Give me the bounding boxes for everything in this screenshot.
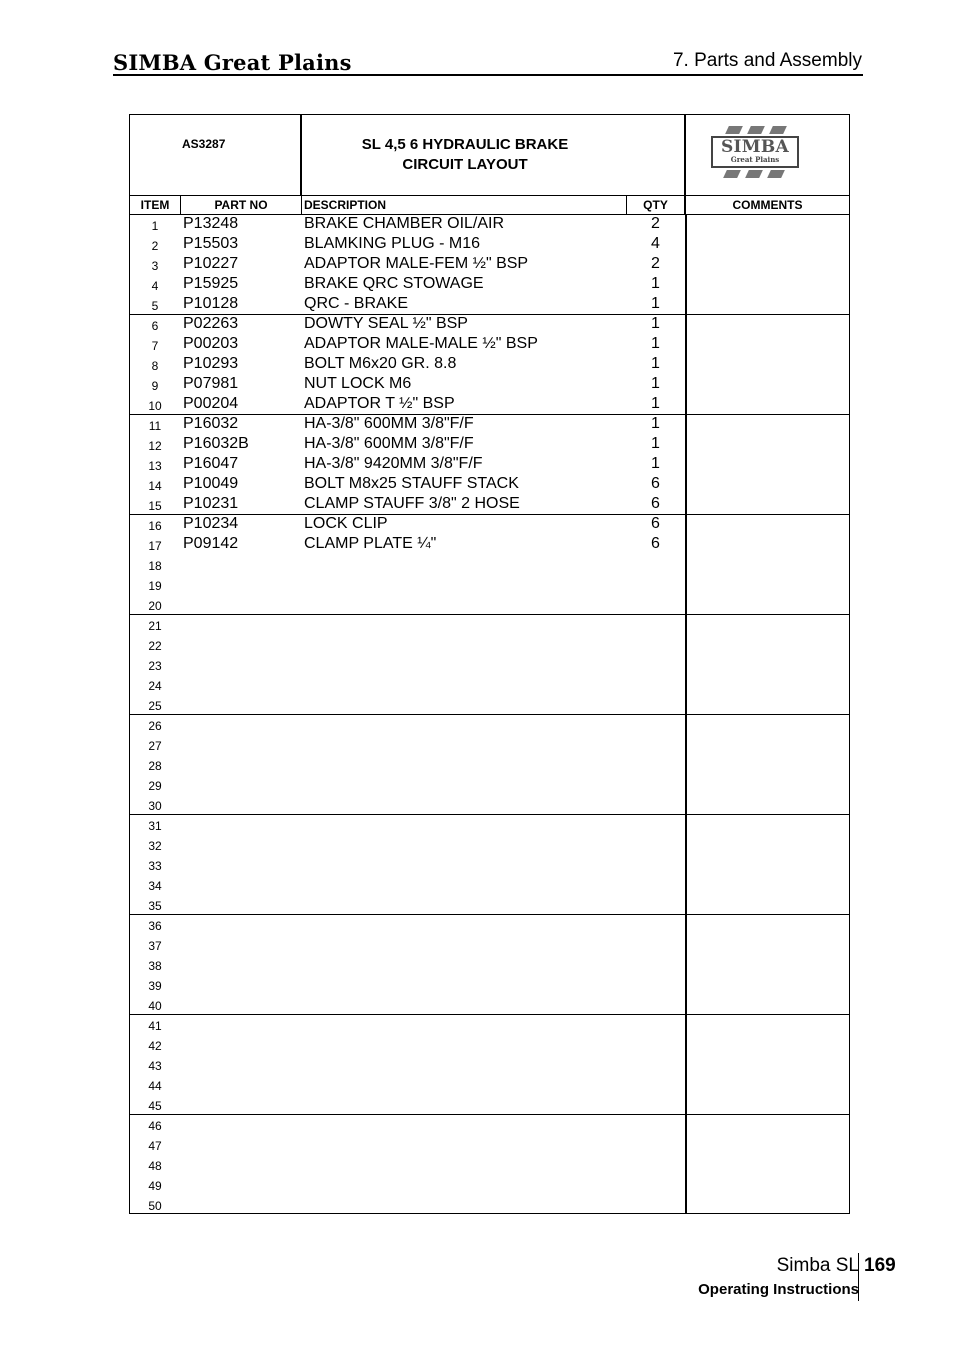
part-description: HA-3/8" 600MM 3/8"F/F — [304, 415, 474, 432]
part-number: P10231 — [183, 495, 239, 512]
part-number: P10049 — [183, 475, 239, 492]
item-number: 14 — [148, 479, 162, 493]
item-number: 3 — [151, 259, 159, 273]
item-number: 2 — [151, 239, 159, 253]
table-row — [130, 414, 849, 435]
item-number: 40 — [148, 999, 162, 1013]
table-row — [130, 455, 849, 475]
table-row — [130, 675, 849, 695]
sheet-title-line1: SL 4,5 6 HYDRAULIC BRAKE — [361, 136, 569, 153]
table-row — [130, 435, 849, 455]
item-number: 30 — [148, 799, 162, 813]
col-description: DESCRIPTION — [302, 195, 627, 214]
part-description: ADAPTOR MALE-FEM ½" BSP — [304, 255, 529, 272]
item-number: 43 — [148, 1059, 162, 1073]
table-row — [130, 775, 849, 795]
table-row — [130, 215, 849, 235]
col-comments: COMMENTS — [732, 198, 803, 212]
footer-doc: Operating Instructions — [698, 1281, 859, 1298]
item-number: 47 — [148, 1139, 162, 1153]
item-number: 10 — [148, 399, 162, 413]
table-row — [130, 755, 849, 775]
part-qty: 1 — [651, 415, 660, 432]
part-description: ADAPTOR MALE-MALE ½" BSP — [304, 335, 538, 352]
part-description: BRAKE CHAMBER OIL/AIR — [304, 215, 505, 232]
part-qty: 6 — [651, 535, 660, 552]
item-number: 26 — [148, 719, 162, 733]
item-number: 50 — [148, 1199, 162, 1213]
part-description: BOLT M8x25 STAUFF STACK — [304, 475, 519, 492]
item-number: 9 — [151, 379, 159, 393]
col-part-no: PART NO — [181, 195, 302, 214]
part-description: CLAMP STAUFF 3/8" 2 HOSE — [304, 495, 520, 512]
item-number: 28 — [148, 759, 162, 773]
simba-logo — [709, 124, 803, 180]
part-qty: 2 — [651, 255, 660, 272]
item-number: 42 — [148, 1039, 162, 1053]
table-row — [130, 955, 849, 975]
item-number: 35 — [148, 899, 162, 913]
part-number: P15925 — [183, 275, 239, 292]
item-number: 1 — [151, 219, 159, 233]
sheet-title-line2: CIRCUIT LAYOUT — [402, 156, 528, 173]
item-number: 41 — [148, 1019, 162, 1033]
item-number: 8 — [151, 359, 159, 373]
part-number: P07981 — [183, 375, 239, 392]
table-row — [130, 375, 849, 395]
item-number: 39 — [148, 979, 162, 993]
sheet-title — [302, 135, 628, 175]
part-qty: 4 — [651, 235, 660, 252]
item-number: 16 — [148, 519, 162, 533]
part-number: P15503 — [183, 235, 239, 252]
table-row — [130, 795, 849, 815]
table-row — [130, 555, 849, 575]
item-number: 46 — [148, 1119, 162, 1133]
item-number: 44 — [148, 1079, 162, 1093]
item-number: 33 — [148, 859, 162, 873]
part-qty: 2 — [651, 215, 660, 232]
part-number: P16032 — [183, 415, 239, 432]
table-row — [130, 995, 849, 1015]
section-title: 7. Parts and Assembly — [672, 50, 862, 71]
part-qty: 6 — [651, 495, 660, 512]
table-row — [130, 655, 849, 675]
table-row — [130, 235, 849, 255]
item-number: 20 — [148, 599, 162, 613]
item-number: 11 — [148, 419, 162, 433]
table-row — [130, 814, 849, 835]
table-row — [130, 1035, 849, 1055]
part-number: P10293 — [183, 355, 239, 372]
parts-rows — [130, 215, 849, 1213]
part-qty: 6 — [651, 475, 660, 492]
part-number: P13248 — [183, 215, 239, 232]
table-row — [130, 1014, 849, 1035]
table-row — [130, 1095, 849, 1115]
table-row — [130, 514, 849, 535]
part-description: NUT LOCK M6 — [304, 375, 412, 392]
table-row — [130, 355, 849, 375]
part-number: P16047 — [183, 455, 239, 472]
table-row — [130, 314, 849, 335]
item-number: 23 — [148, 659, 162, 673]
table-row — [130, 275, 849, 295]
item-number: 5 — [151, 299, 159, 313]
table-row — [130, 975, 849, 995]
part-qty: 1 — [651, 455, 660, 472]
table-row — [130, 395, 849, 415]
part-qty: 1 — [651, 315, 660, 332]
table-row — [130, 255, 849, 275]
part-description: CLAMP PLATE ¼" — [304, 535, 437, 552]
parts-sheet — [129, 114, 850, 1214]
item-number: 34 — [148, 879, 162, 893]
part-description: DOWTY SEAL ½" BSP — [304, 315, 468, 332]
item-number: 15 — [148, 499, 162, 513]
table-row — [130, 1175, 849, 1195]
col-item: ITEM — [130, 195, 181, 214]
part-description: ADAPTOR T ½" BSP — [304, 395, 455, 412]
table-row — [130, 475, 849, 495]
table-row — [130, 935, 849, 955]
assembly-cell — [130, 115, 302, 195]
assembly-number: AS3287 — [182, 137, 226, 151]
part-description: BLAMKING PLUG - M16 — [304, 235, 481, 252]
item-number: 7 — [151, 339, 159, 353]
footer — [698, 1253, 859, 1301]
table-row — [130, 1075, 849, 1095]
item-number: 38 — [148, 959, 162, 973]
table-row — [130, 1135, 849, 1155]
column-headers — [130, 195, 849, 215]
item-number: 19 — [148, 579, 162, 593]
table-row — [130, 1114, 849, 1135]
table-row — [130, 295, 849, 315]
table-row — [130, 335, 849, 355]
table-row — [130, 895, 849, 915]
item-number: 21 — [148, 619, 162, 633]
part-qty: 1 — [651, 435, 660, 452]
table-row — [130, 695, 849, 715]
table-row — [130, 835, 849, 855]
table-row — [130, 875, 849, 895]
logo-big-text: SIMBA — [720, 137, 790, 157]
part-number: P10128 — [183, 295, 239, 312]
part-qty: 1 — [651, 375, 660, 392]
item-number: 12 — [148, 439, 162, 453]
header-rule — [113, 74, 863, 76]
part-description: BOLT M6x20 GR. 8.8 — [304, 355, 457, 372]
table-row — [130, 714, 849, 735]
part-description: QRC - BRAKE — [304, 295, 409, 312]
part-number: P16032B — [183, 435, 249, 452]
item-number: 24 — [148, 679, 162, 693]
part-number: P10227 — [183, 255, 239, 272]
part-number: P10234 — [183, 515, 239, 532]
item-number: 31 — [148, 819, 162, 833]
part-description: HA-3/8" 9420MM 3/8"F/F — [304, 455, 483, 472]
table-row — [130, 1055, 849, 1075]
item-number: 49 — [148, 1179, 162, 1193]
part-qty: 6 — [651, 515, 660, 532]
part-description: BRAKE QRC STOWAGE — [304, 275, 484, 292]
item-number: 17 — [148, 539, 162, 553]
col-qty: QTY — [627, 195, 686, 214]
part-number: P00203 — [183, 335, 239, 352]
item-number: 4 — [151, 279, 159, 293]
part-qty: 1 — [651, 295, 660, 312]
part-description: HA-3/8" 600MM 3/8"F/F — [304, 435, 474, 452]
table-row — [130, 1155, 849, 1175]
item-number: 25 — [148, 699, 162, 713]
logo-small-text: Great Plains — [730, 155, 780, 164]
sheet-header — [130, 115, 849, 196]
part-qty: 1 — [651, 355, 660, 372]
item-number: 32 — [148, 839, 162, 853]
part-qty: 1 — [651, 335, 660, 352]
item-number: 29 — [148, 779, 162, 793]
footer-model: Simba SL — [776, 1255, 859, 1276]
table-row — [130, 855, 849, 875]
title-cell — [302, 115, 686, 195]
item-number: 22 — [148, 639, 162, 653]
table-row — [130, 614, 849, 635]
part-description: LOCK CLIP — [304, 515, 388, 532]
brand-name: SIMBA Great Plains — [113, 50, 352, 75]
table-row — [130, 535, 849, 555]
part-qty: 1 — [651, 275, 660, 292]
part-number: P00204 — [183, 395, 239, 412]
item-number: 45 — [148, 1099, 162, 1113]
table-row — [130, 595, 849, 615]
item-number: 27 — [148, 739, 162, 753]
table-row — [130, 1195, 849, 1215]
part-number: P09142 — [183, 535, 239, 552]
table-row — [130, 735, 849, 755]
page-number: 169 — [858, 1253, 896, 1301]
table-row — [130, 635, 849, 655]
item-number: 13 — [148, 459, 162, 473]
item-number: 6 — [151, 319, 159, 333]
part-number: P02263 — [183, 315, 239, 332]
part-qty: 1 — [651, 395, 660, 412]
item-number: 18 — [148, 559, 162, 573]
table-row — [130, 575, 849, 595]
logo-cell — [686, 115, 849, 195]
table-row — [130, 495, 849, 515]
item-number: 48 — [148, 1159, 162, 1173]
table-row — [130, 914, 849, 935]
logo-box — [711, 136, 799, 168]
item-number: 36 — [148, 919, 162, 933]
item-number: 37 — [148, 939, 162, 953]
